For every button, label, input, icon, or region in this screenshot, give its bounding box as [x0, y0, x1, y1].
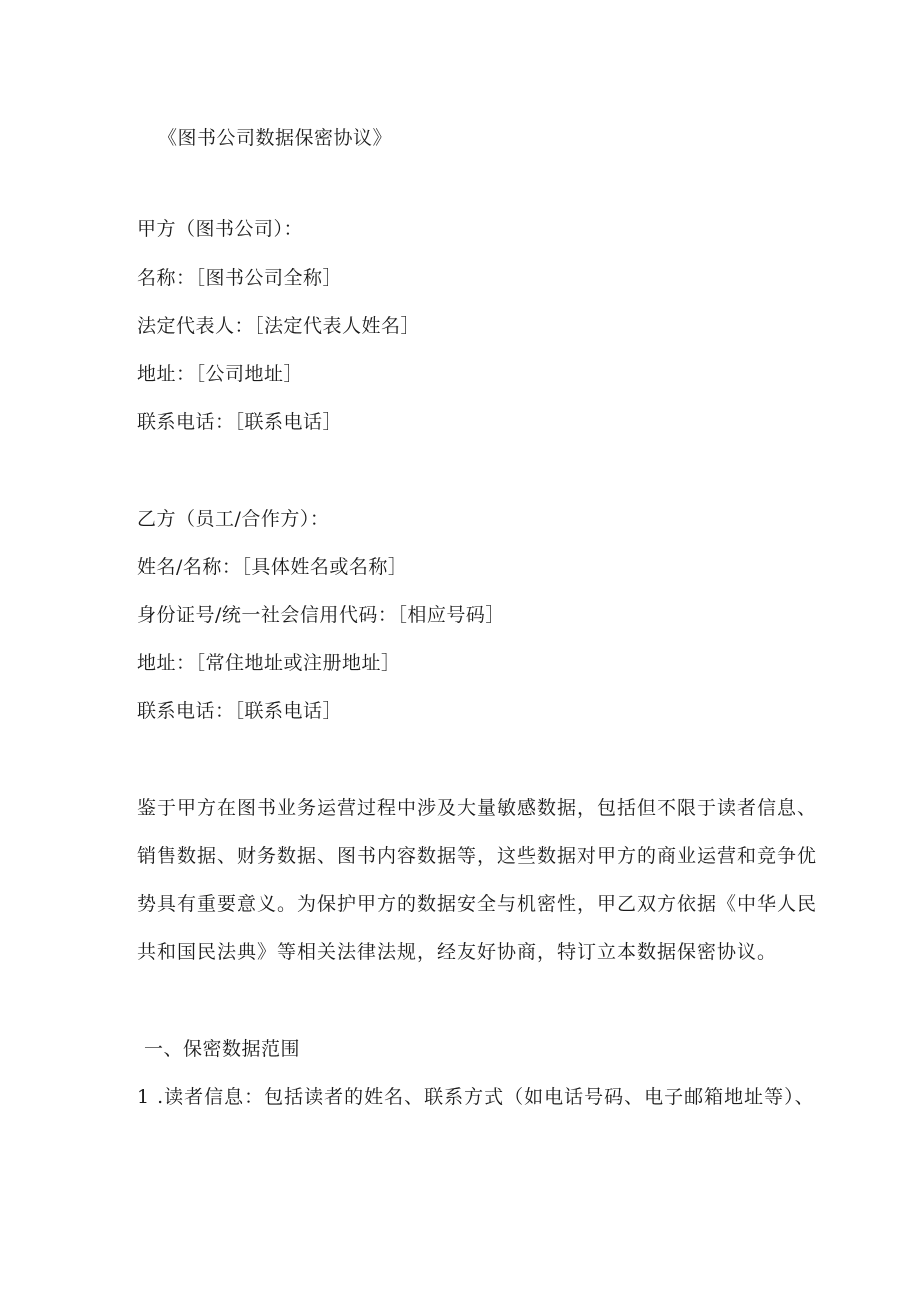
preamble-line: 势具有重要意义。为保护甲方的数据安全与机密性，甲乙双方依据《中华人民: [137, 893, 818, 915]
party-b-heading: 乙方（员工/合作方）：: [137, 508, 330, 530]
party-a-address: 地址：［公司地址］: [137, 363, 304, 385]
party-b-address: 地址：［常住地址或注册地址］: [137, 652, 401, 674]
preamble-line: 共和国民法典》等相关法律法规，经友好协商，特订立本数据保密协议。: [137, 941, 778, 963]
party-a-heading: 甲方（图书公司）：: [137, 218, 304, 240]
party-a-phone: 联系电话：［联系电话］: [137, 411, 343, 433]
party-b-phone: 联系电话：［联系电话］: [137, 700, 343, 722]
party-a-legal-rep: 法定代表人：［法定代表人姓名］: [137, 315, 421, 337]
party-a-name: 名称：［图书公司全称］: [137, 267, 343, 289]
preamble-line: 鉴于甲方在图书业务运营过程中涉及大量敏感数据，包括但不限于读者信息、: [137, 797, 818, 819]
party-b-name: 姓名/名称：［具体姓名或名称］: [137, 556, 408, 578]
preamble-line: 销售数据、财务数据、图书内容数据等，这些数据对甲方的商业运营和竞争优: [137, 845, 818, 867]
section-item: 1 .读者信息：包括读者的姓名、联系方式（如电话号码、电子邮箱地址等）、: [137, 1086, 815, 1108]
party-b-id-number: 身份证号/统一社会信用代码：［相应号码］: [137, 604, 505, 626]
section-heading: 一、保密数据范围: [144, 1038, 301, 1060]
document-title: 《图书公司数据保密协议》: [158, 127, 393, 149]
